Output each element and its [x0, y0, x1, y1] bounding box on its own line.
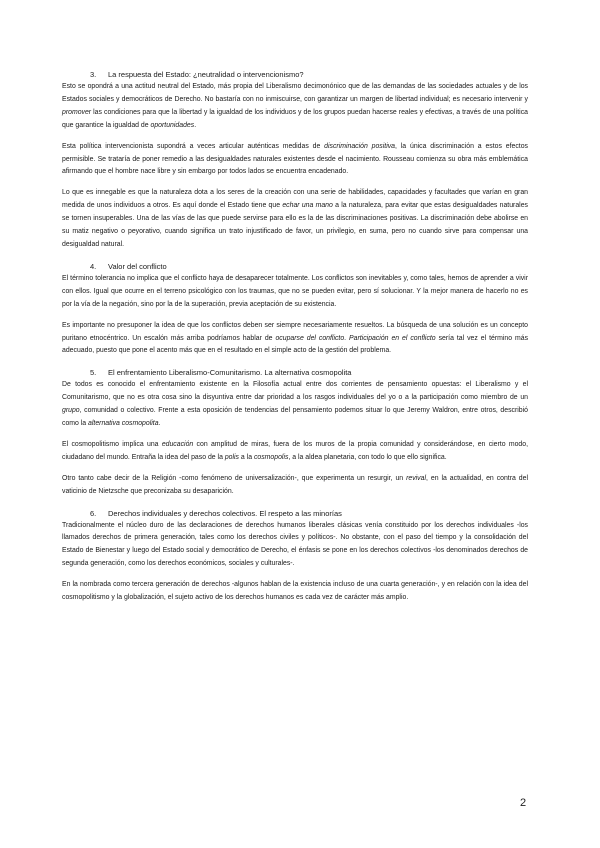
section-heading — [62, 261, 528, 273]
document-body — [62, 69, 528, 605]
paragraph-text: . — [194, 121, 197, 129]
paragraph-text: . — [158, 420, 161, 428]
paragraph-text: El cosmopolitismo implica una — [62, 440, 162, 448]
emphasized-text: polis — [224, 453, 239, 461]
paragraph — [62, 579, 528, 605]
page-number: 2 — [520, 797, 527, 809]
paragraph — [62, 520, 528, 572]
paragraph — [62, 81, 528, 133]
paragraph-text: Esto se opondrá a una actitud neutral del Estado, más propia del Liberalismo decimonónico que de las demandas de las sociedades actuales y de los Estados sociales y democráticos de Derecho. No bastaría con no inmiscuirse, con garantizar un margen de libertad individual; es necesario intervenir y — [62, 83, 528, 103]
paragraph-text: Otro tanto cabe decir de la Religión -como fenómeno de universalización-, que experimenta un resurgir, un — [62, 474, 407, 482]
paragraph-text: a la naturaleza, para evitar que estas desigualdades naturales se tornen insuperables. Una de las vías de las que puede servirse para ello es la de las discriminaciones positivas. La discriminación debe abolirse en su matiz negativo o peyorativo, cuando significa un trato injustificado de favor, un privilegio, en suma, pero no cuando sirve para compensar una desigualdad natural. — [62, 202, 528, 248]
paragraph-text: a la — [239, 453, 254, 461]
paragraph-text: con amplitud de miras, fuera de los muros de la propia comunidad y considerándose, en cierto modo, ciudadano del mundo. Entraña la idea del paso de la — [62, 440, 529, 461]
paragraph — [62, 320, 528, 359]
paragraph-text: Esta política intervencionista supondrá a veces articular auténticas medidas de — [62, 142, 325, 150]
section-title: Derechos individuales y derechos colectivos. El respeto a las minorías — [108, 508, 342, 518]
paragraph — [62, 273, 528, 312]
paragraph-text: En la nombrada como tercera generación de derechos -algunos hablan de la existencia incluso de una cuarta generación-, y en relación con la idea del cosmopolitismo y la globalización, el sujeto activo de los derechos humanos es cada vez de carácter más amplio. — [62, 581, 528, 602]
section-number: 5. — [90, 368, 97, 378]
paragraph — [62, 379, 528, 431]
paragraph-text: sería tal vez el término más adecuado, puesto que pone el acento más que en el resultado en el simple acto de la gestión del problema. — [62, 334, 529, 355]
emphasized-text: revival — [406, 474, 426, 482]
emphasized-text: Participación en el conflicto — [349, 334, 436, 342]
emphasized-text: cosmopolis — [253, 453, 289, 461]
paragraph-text: . — [344, 334, 350, 342]
emphasized-text: echar una mano — [282, 202, 333, 210]
section-title: Valor del conflicto — [108, 261, 167, 271]
paragraph-text: , la única discriminación a estos efectos permisible. Se trataría de poner remedio a las desigualdades naturales existentes desde el nacimiento. Rousseau comienza su obra más emblemática afirmando que el hombre nace libre y sin embargo por todos lados se encuentra encadenado. — [62, 142, 529, 176]
emphasized-text: discriminación positiva — [324, 142, 396, 150]
section-title: La respuesta del Estado: ¿neutralidad o intervencionismo? — [108, 70, 304, 79]
paragraph-text: Lo que es innegable es que la naturaleza dota a los seres de la creación con una serie de habilidades, capacidades y facultades que varían en gran medida de unos individuos a otros. Es aquí donde el Estado tiene que — [62, 189, 528, 210]
paragraph-text: El término tolerancia no implica que el conflicto haya de desaparecer totalmente. Los conflictos son inevitables y, como tales, hemos de aprender a vivir con ellos. Igual que ocurre en el terreno psicológico con los traumas, que no se pueden evitar, pero sí solucionar. Y la mejor manera de hacerlo no es por la vía de la negación, sino por la de la superación, previa aceptación de su existencia. — [62, 274, 528, 308]
emphasized-text: promover — [62, 108, 92, 116]
paragraph — [62, 439, 528, 465]
section-heading — [62, 367, 528, 379]
paragraph — [62, 187, 528, 252]
paragraph-text: De todos es conocido el enfrentamiento existente en la Filosofía actual entre dos corrientes de pensamiento opuestas: el Liberalismo y el Comunitarismo, que no es otra cosa sino la disyuntiva entre dar prioridad a los rasgos individuales del yo o a la participación como miembro de un — [62, 381, 528, 402]
emphasized-text: educación — [161, 440, 194, 448]
section-number: 4. — [90, 261, 97, 271]
paragraph-text: Es importante no presuponer la idea de que los conflictos deben ser siempre necesariamente resueltos. La búsqueda de una solución es un concepto puritano etnocéntrico. Un escalón más arriba podríamos hablar de — [62, 321, 528, 342]
section-title: El enfrentamiento Liberalismo-Comunitarismo. La alternativa cosmopolita — [108, 368, 352, 378]
emphasized-text: alternativa cosmopolita — [88, 420, 159, 428]
paragraph-text: , comunidad o colectivo. Frente a esta oposición de tendencias del pensamiento podemos situar lo que Jeremy Waldron, entre otros, describió como la — [62, 407, 528, 428]
paragraph — [62, 473, 528, 499]
paragraph-text: , a la aldea planetaria, con todo lo que ello significa. — [288, 453, 447, 461]
paragraph-text: las condiciones para que la libertad y la igualdad de los individuos y de los grupos puedan hacerse reales y efectivas, a través de una política que garantice la igualdad de — [62, 108, 528, 129]
emphasized-text: oportunidades — [150, 121, 195, 129]
section-number: 3. — [90, 70, 97, 79]
emphasized-text: ocuparse del conflicto — [275, 334, 345, 342]
emphasized-text: grupo — [62, 407, 80, 415]
paragraph-text: Tradicionalmente el núcleo duro de las declaraciones de derechos humanos liberales clásicas venía constituido por los derechos individuales -los llamados derechos de primera generación, tales como los derechos civiles y políticos-. No obstante, con el paso del tiempo y la consolidación del Estado de Bienestar y luego del Estado social y democrático de Derecho, el énfasis se pone en los derechos colectivos -los denominados derechos de segunda generación, como los derechos económicos, sociales y culturales-. — [62, 521, 528, 568]
paragraph-text: , en la actualidad, en contra del vaticinio de Nietzsche que preconizaba su desaparición. — [62, 474, 528, 495]
paragraph — [62, 141, 528, 180]
section-heading — [62, 508, 528, 520]
section-number: 6. — [90, 508, 97, 518]
section-heading — [62, 69, 528, 81]
